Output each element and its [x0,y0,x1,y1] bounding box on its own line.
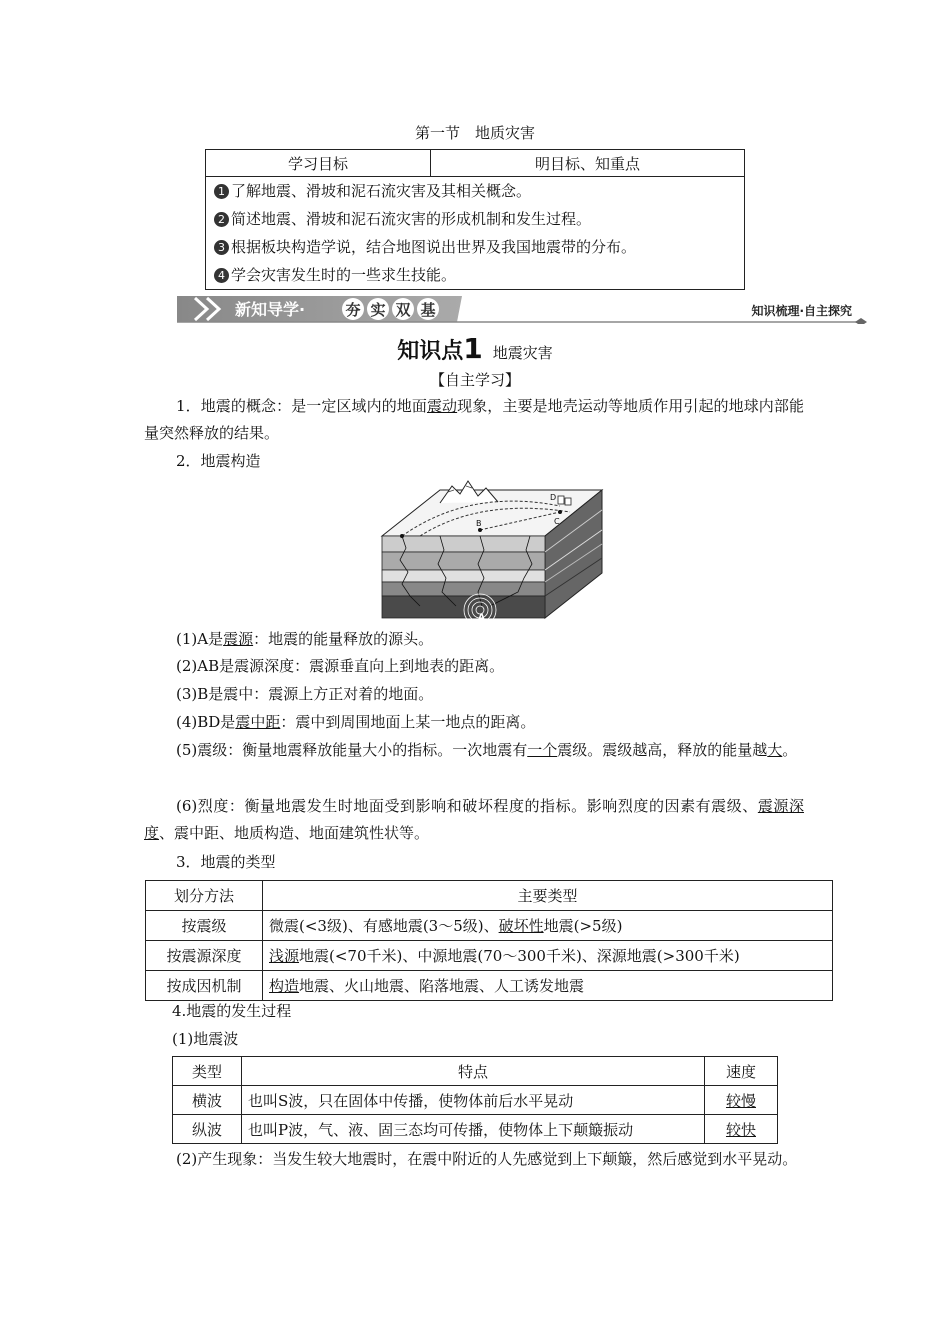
table-cell: 纵波 [173,1115,242,1144]
table-cell: 也叫P波，气、液、固三态均可传播，使物体上下颠簸振动 [242,1115,705,1144]
banner-char: 基 [420,301,436,319]
paragraph-earthquake-concept: 1．地震的概念：是一定区域内的地面震动现象，主要是地壳运动等地质作用引起的地球内部能量突然释放的结果。 [144,397,804,442]
table-cell: 按震级 [146,911,263,941]
earthquake-structure-diagram [380,478,605,623]
table-cell: 浅源地震(<70千米)、中源地震(70～300千米)、深源地震(>300千米) [263,941,833,971]
goal-text: 根据板块构造学说，结合地图说出世界及我国地震带的分布。 [231,238,637,256]
banner-char: 夯 [345,301,361,319]
label-b: B [476,519,482,528]
banner-left-title: 新知导学· [235,300,306,319]
table-header: 特点 [242,1057,705,1086]
paragraph-phenomenon: (2)产生现象：当发生较大地震时，在震中附近的人先感觉到上下颠簸，然后感觉到水平晃动。 [176,1150,798,1168]
table-header: 划分方法 [146,881,263,911]
kp-number: 1 [463,332,483,365]
item-epicenter: (3)B是震中：震源上方正对着的地面。 [176,685,434,703]
paragraph-types-title: 3．地震的类型 [176,853,276,871]
underlined-term: 震中距 [235,713,281,731]
table-cell: 按成因机制 [146,971,263,1001]
label-d: D [550,493,557,502]
underlined-term: 一个 [527,741,558,759]
table-header: 主要类型 [263,881,833,911]
table-header: 速度 [705,1057,778,1086]
number-badge-icon: 2 [214,212,229,227]
goal-item [214,177,738,205]
section-title: 第一节 地质灾害 [414,124,535,142]
item-intensity: (6)烈度：衡量地震发生时地面受到影响和破坏程度的指标。影响烈度的因素有震级、震源深度、震中距、地质构造、地面建筑性状等。 [144,797,804,842]
table-row [173,1115,778,1144]
self-study-label: 【自主学习】 [429,371,520,389]
label-c: C [554,517,560,526]
goals-header-left: 学习目标 [206,150,431,177]
number-badge-icon: 3 [214,240,229,255]
goal-item [214,261,738,289]
learning-goals-table [205,149,745,290]
goal-text: 学会灾害发生时的一些求生技能。 [231,266,457,284]
table-cell: 构造地震、火山地震、陷落地震、人工诱发地震 [263,971,833,1001]
table-cell: 也叫S波，只在固体中传播，使物体前后水平晃动 [242,1086,705,1115]
banner-right-title: 知识梳理·自主探究 [751,304,852,318]
table-row [146,941,833,971]
table-header: 类型 [173,1057,242,1086]
label-a: A [478,613,485,623]
knowledge-point-heading [0,332,950,365]
number-badge-icon: 1 [214,184,229,199]
table-row [146,911,833,941]
banner-char: 实 [370,301,386,319]
item-magnitude: (5)震级：衡量地震释放能量大小的指标。一次地震有一个震级。震级越高，释放的能量越大。 [176,741,798,759]
goal-item [214,233,738,261]
goal-item [214,205,738,233]
table-cell: 微震(<3级)、有感地震(3～5级)、破坏性地震(>5级) [263,911,833,941]
item-focus: (1)A是震源：地震的能量释放的源头。 [176,630,434,648]
kp-label: 知识点 [397,339,464,364]
table-cell: 较快 [705,1115,778,1144]
underlined-term: 大 [767,741,783,759]
kp-title: 地震灾害 [492,344,553,362]
banner-char: 双 [395,301,411,319]
item-epicentral-distance: (4)BD是震中距：震中到周围地面上某一地点的距离。 [176,713,536,731]
paragraph-process-title: 4.地震的发生过程 [172,1002,292,1020]
table-cell: 横波 [173,1086,242,1115]
item-focal-depth: (2)AB是震源深度：震源垂直向上到地表的距离。 [176,657,505,675]
underlined-term: 震源 [223,630,254,648]
table-cell: 较慢 [705,1086,778,1115]
underlined-term: 震源深度 [144,797,804,842]
number-badge-icon: 4 [214,268,229,283]
goal-text: 了解地震、滑坡和泥石流灾害及其相关概念。 [231,182,532,200]
earthquake-types-table [145,880,833,1001]
section-banner [177,294,867,324]
goal-text: 简述地震、滑坡和泥石流灾害的形成机制和发生过程。 [231,210,592,228]
table-row [146,971,833,1001]
seismic-waves-table [172,1056,778,1144]
underlined-term: 震动 [426,397,458,415]
table-cell: 按震源深度 [146,941,263,971]
paragraph-waves-title: (1)地震波 [172,1030,239,1048]
goals-header-right: 明目标、知重点 [431,150,745,177]
paragraph-structure-title: 2．地震构造 [176,452,261,470]
table-row [173,1086,778,1115]
